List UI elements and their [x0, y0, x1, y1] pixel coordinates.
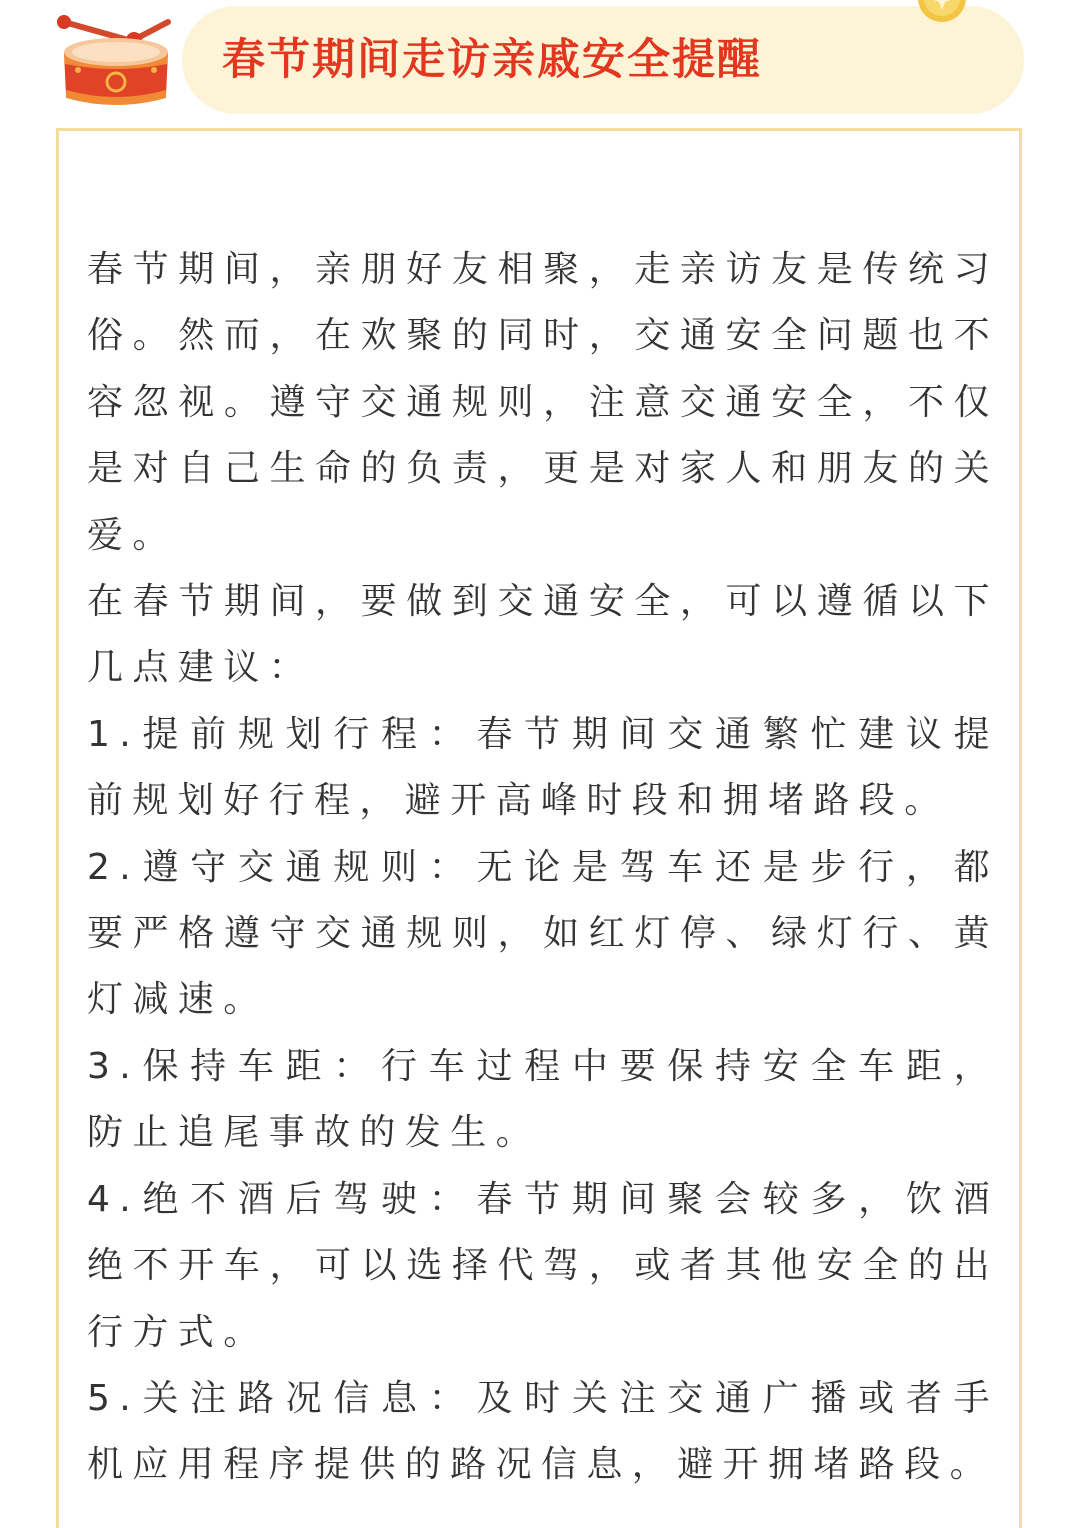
intro-paragraph: 春节期间，亲朋好友相聚，走亲访友是传统习俗。然而，在欢聚的同时，交通安全问题也不容忽视。遵守交通规则，注意交通安全，不仅是对自己生命的负责，更是对家人和朋友的关爱。: [87, 249, 999, 556]
content-card: [56, 128, 1022, 1528]
suggestions-lead: 在春节期间，要做到交通安全，可以遵循以下几点建议：: [87, 581, 999, 689]
tip-item: 3.保持车距：行车过程中要保持安全车距，防止追尾事故的发生。: [87, 1045, 999, 1154]
tip-item: 2.遵守交通规则：无论是驾车还是步行，都要严格遵守交通规则，如红灯停、绿灯行、黄灯减速。: [87, 846, 999, 1021]
tip-item: 4.绝不酒后驾驶：春节期间聚会较多，饮酒绝不开车，可以选择代驾，或者其他安全的出行方式。: [87, 1178, 999, 1353]
tip-item: 5.关注路况信息：及时关注交通广播或者手机应用程序提供的路况信息，避开拥堵路段。: [87, 1377, 999, 1486]
article-body: [87, 237, 999, 1499]
drum-icon: [50, 10, 182, 110]
page-title: 春节期间走访亲戚安全提醒: [222, 35, 762, 85]
sparkle-coin-icon: [916, 0, 968, 28]
tip-item: 1.提前规划行程：春节期间交通繁忙建议提前规划好行程，避开高峰时段和拥堵路段。: [87, 713, 999, 822]
